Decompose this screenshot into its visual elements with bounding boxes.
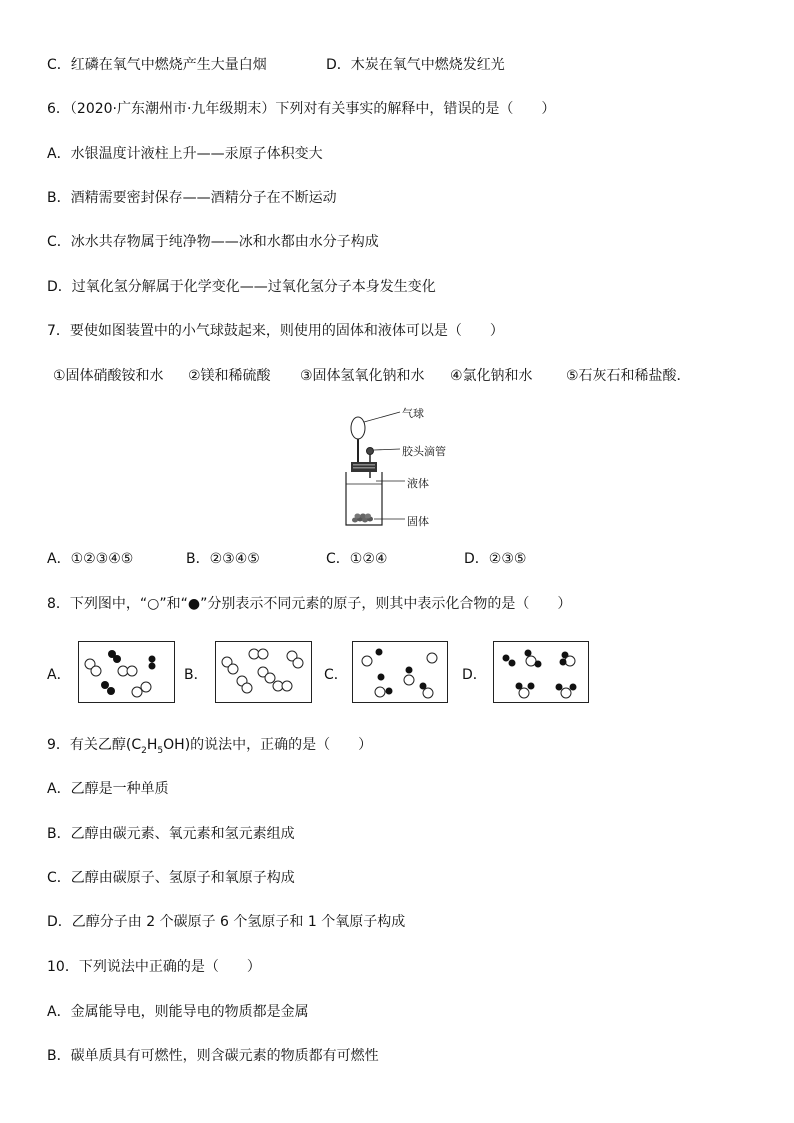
q7-item-5: ⑤石灰石和稀盐酸． xyxy=(566,368,691,384)
q9-stem xyxy=(47,736,372,760)
q7-item-1: ①固体硝酸铵和水 xyxy=(53,368,164,384)
q6-option-b: B．酒精需要密封保存——酒精分子在不断运动 xyxy=(47,190,337,206)
balloon-label: 气球 xyxy=(402,407,424,420)
balloon-pointer xyxy=(364,412,400,422)
q6-option-a: A．水银温度计液柱上升——汞原子体积变大 xyxy=(47,146,323,162)
q10-option-b: B．碳单质具有可燃性，则含碳元素的物质都有可燃性 xyxy=(47,1048,379,1064)
q8-label-d: D． xyxy=(462,667,487,683)
q9-option-c: C．乙醇由碳原子、氢原子和氧原子构成 xyxy=(47,870,295,886)
q9-stem-post: OH)的说法中，正确的是（ ） xyxy=(163,737,373,753)
q7-option-a: A．①②③④⑤ xyxy=(47,551,134,567)
balloon-shape xyxy=(351,417,365,439)
q6-stem: 6．（2020·广东潮州市·九年级期末）下列对有关事实的解释中，错误的是（ ） xyxy=(47,101,556,117)
apparatus-drawing xyxy=(330,402,470,532)
q7-option-d: D．②③⑤ xyxy=(464,551,527,567)
q8-particles-c xyxy=(353,642,447,702)
q9-option-b: B．乙醇由碳元素、氧元素和氢元素组成 xyxy=(47,826,295,842)
q8-box-d xyxy=(493,641,589,703)
balloon-apparatus-figure xyxy=(330,402,470,532)
q8-particles-d xyxy=(494,642,588,702)
dropper-label: 胶头滴管 xyxy=(402,445,446,458)
q5-option-c: C．红磷在氧气中燃烧产生大量白烟 xyxy=(47,57,267,73)
q9-option-d: D．乙醇分子由 2 个碳原子 6 个氢原子和 1 个氧原子构成 xyxy=(47,914,406,930)
q8-box-b xyxy=(215,641,312,703)
q8-box-a xyxy=(78,641,175,703)
q9-stem-pre: 9．有关乙醇(C xyxy=(47,737,142,753)
q10-option-a: A．金属能导电，则能导电的物质都是金属 xyxy=(47,1004,309,1020)
q6-option-c: C．冰水共存物属于纯净物——冰和水都由水分子构成 xyxy=(47,234,379,250)
q8-label-b: B． xyxy=(184,667,208,683)
q7-option-c: C．①②④ xyxy=(326,551,388,567)
q8-label-a: A． xyxy=(47,667,71,683)
q8-box-c xyxy=(352,641,448,703)
q9-stem-h: H xyxy=(146,737,158,753)
q8-particles-b xyxy=(216,642,311,702)
solid-label: 固体 xyxy=(407,515,429,528)
q6-option-d: D．过氧化氢分解属于化学变化——过氧化氢分子本身发生变化 xyxy=(47,279,436,295)
q7-stem: 7．要使如图装置中的小气球鼓起来，则使用的固体和液体可以是（ ） xyxy=(47,323,504,339)
q7-item-3: ③固体氢氧化钠和水 xyxy=(300,368,425,384)
q9-option-a: A．乙醇是一种单质 xyxy=(47,781,169,797)
q7-option-b: B．②③④⑤ xyxy=(186,551,260,567)
q8-stem: 8．下列图中，“○”和“●”分别表示不同元素的原子，则其中表示化合物的是（ ） xyxy=(47,596,572,612)
q9-subscript-5: 5 xyxy=(157,745,164,756)
dropper-pointer xyxy=(374,449,400,450)
q8-particles-a xyxy=(79,642,174,702)
q5-option-d: D．木炭在氧气中燃烧发红光 xyxy=(326,57,505,73)
q7-item-4: ④氯化钠和水 xyxy=(450,368,533,384)
q8-label-c: C． xyxy=(324,667,348,683)
dropper-bulb xyxy=(367,448,374,455)
q9-subscript-2: 2 xyxy=(141,745,147,756)
q10-stem: 10．下列说法中正确的是（ ） xyxy=(47,959,261,975)
q7-item-2: ②镁和稀硫酸 xyxy=(188,368,271,384)
liquid-label: 液体 xyxy=(407,477,429,490)
